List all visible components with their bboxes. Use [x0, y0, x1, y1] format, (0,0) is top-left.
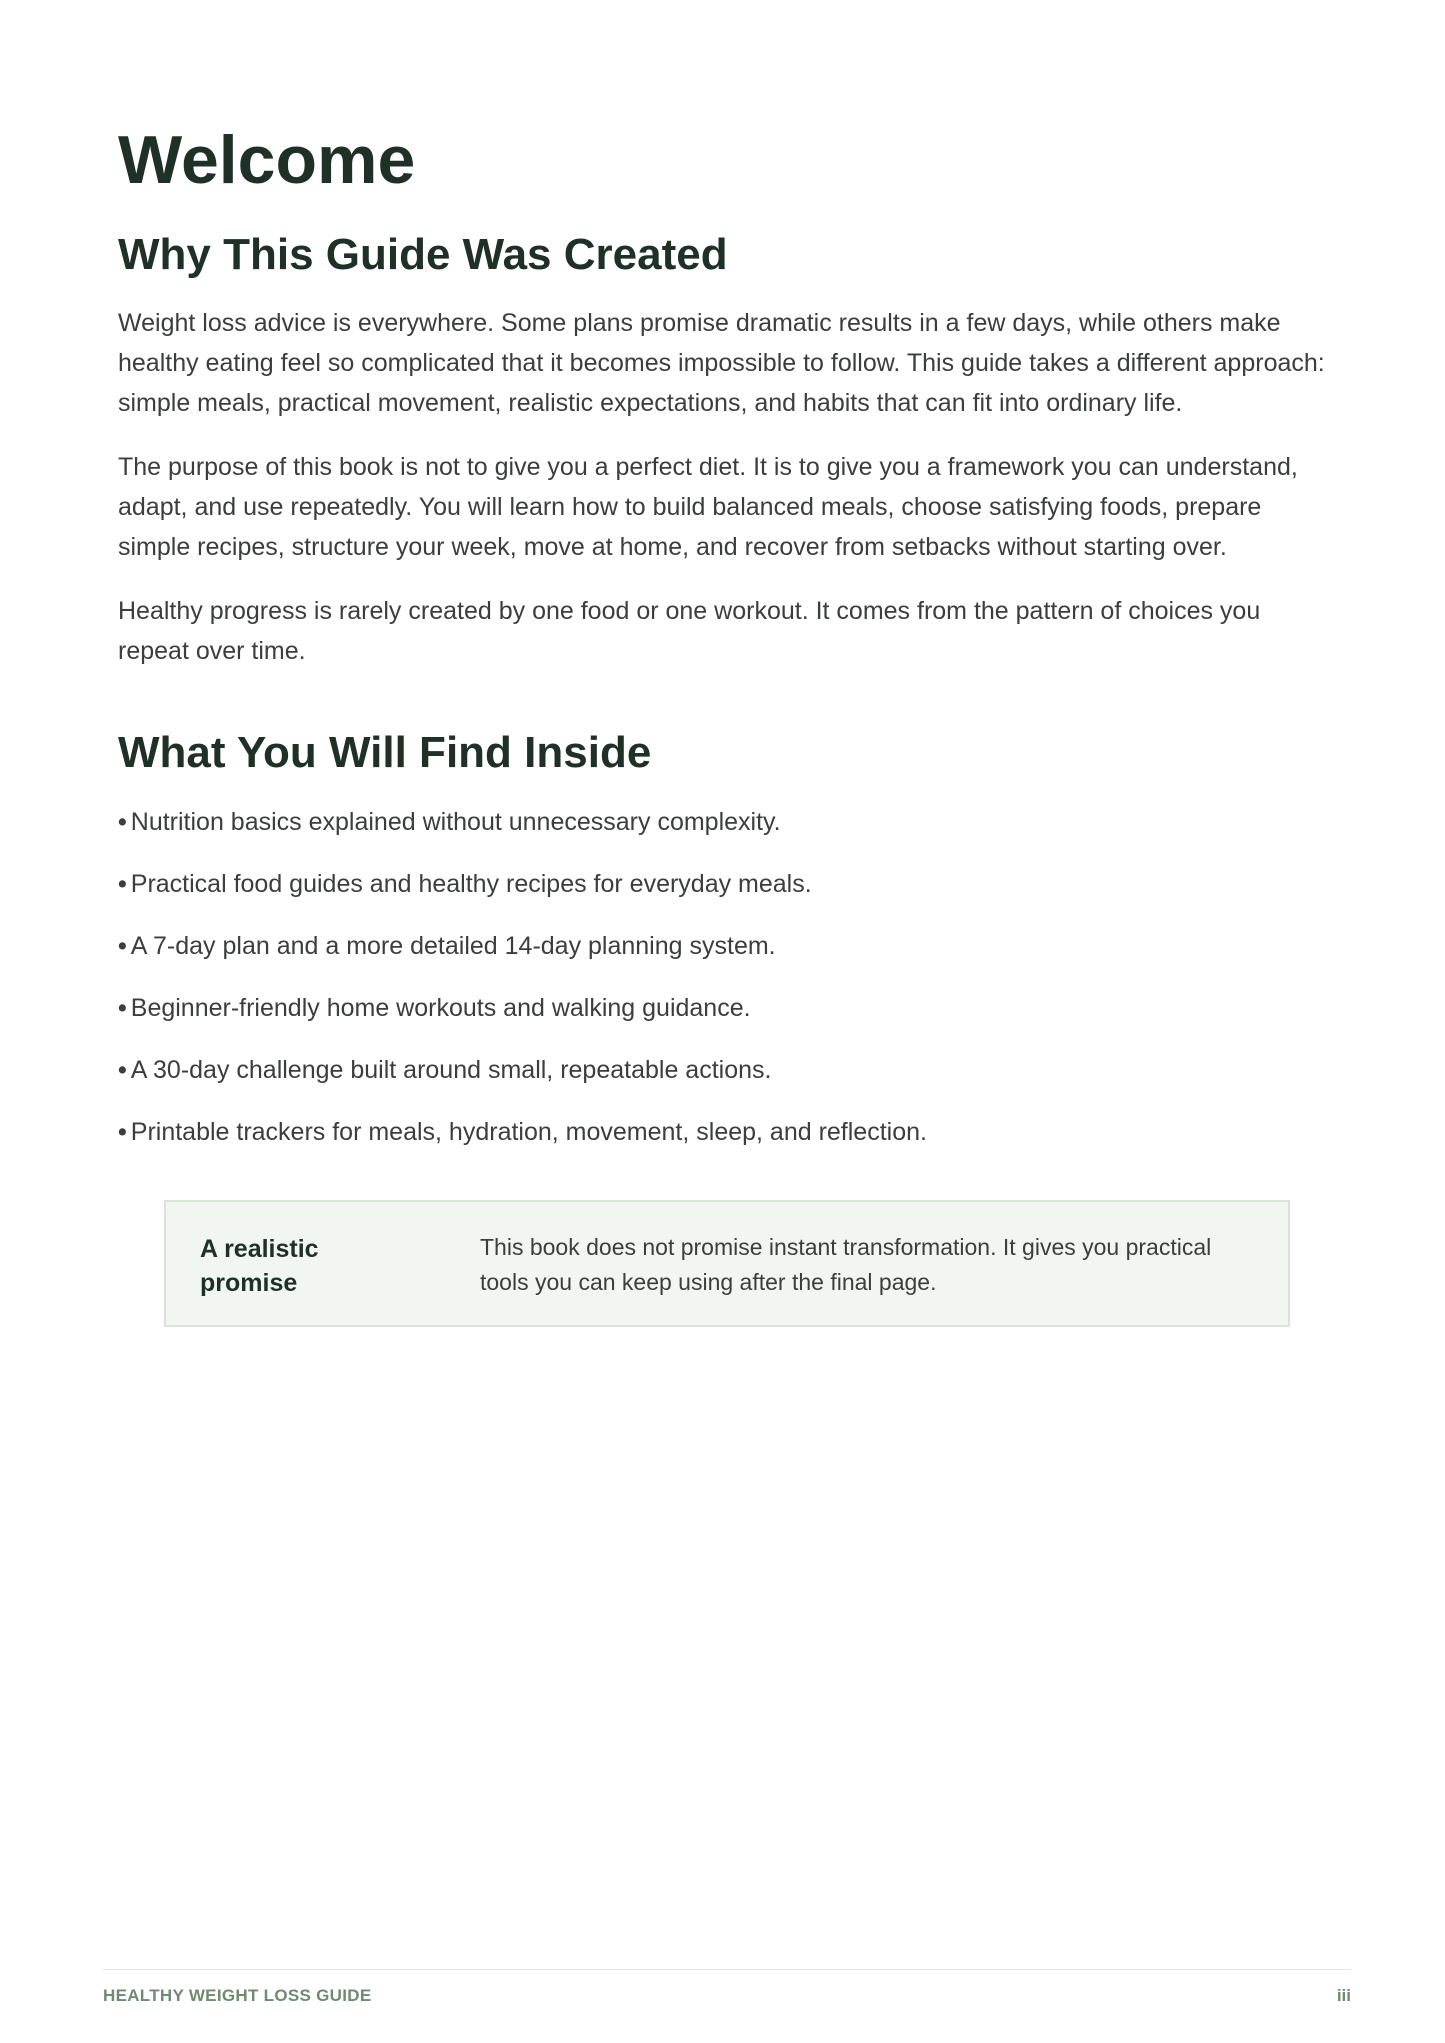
- list-item: [118, 802, 927, 842]
- bullet-icon: •: [118, 870, 127, 898]
- footer-page-number: iii: [1336, 1986, 1351, 2005]
- footer-divider: [103, 1969, 1351, 1970]
- list-item-text: Nutrition basics explained without unnecessary complexity.: [130, 808, 781, 836]
- list-item-text: Beginner-friendly home workouts and walking guidance.: [130, 994, 751, 1022]
- list-item-text: Printable trackers for meals, hydration, movement, sleep, and reflection.: [130, 1118, 927, 1146]
- bullet-icon: •: [118, 808, 127, 836]
- callout-label: A realistic promise: [200, 1235, 319, 1297]
- bullet-icon: •: [118, 994, 127, 1022]
- paragraph: Healthy progress is rarely created by one food or one workout. It comes from the pattern of choices you repeat over time.: [118, 597, 1261, 665]
- list-item: [118, 1112, 927, 1152]
- bullet-icon: •: [118, 1118, 127, 1146]
- paragraph: Weight loss advice is everywhere. Some plans promise dramatic results in a few days, while others make healthy eating feel so complicated that it becomes impossible to follow. This guide takes a different approach: simple meals, practical movement, realistic expectations, and habits that can fit into ordinary life.: [118, 309, 1325, 417]
- paragraph: The purpose of this book is not to give you a perfect diet. It is to give you a framework you can understand, adapt, and use repeatedly. You will learn how to build balanced meals, choose satisfying foods, prepare simple recipes, structure your week, move at home, and recover from setbacks without starting over.: [118, 453, 1298, 561]
- bullet-icon: •: [118, 932, 127, 960]
- callout-box: [164, 1200, 1290, 1327]
- page-title: Welcome: [118, 122, 416, 198]
- list-item: [118, 988, 927, 1028]
- footer-running-title: HEALTHY WEIGHT LOSS GUIDE: [103, 1986, 372, 2005]
- list-item: [118, 926, 927, 966]
- list-item-text: A 30-day challenge built around small, repeatable actions.: [130, 1056, 772, 1084]
- list-item-text: A 7-day plan and a more detailed 14-day planning system.: [130, 932, 776, 960]
- list-item: [118, 1050, 927, 1090]
- list-item: [118, 864, 927, 904]
- section-heading-inside: What You Will Find Inside: [118, 728, 652, 777]
- bullet-icon: •: [118, 1056, 127, 1084]
- feature-list: [118, 802, 927, 1174]
- section-heading-why: Why This Guide Was Created: [118, 230, 728, 279]
- list-item-text: Practical food guides and healthy recipes for everyday meals.: [130, 870, 812, 898]
- callout-text: This book does not promise instant transformation. It gives you practical tools you can keep using after the final page.: [480, 1234, 1212, 1295]
